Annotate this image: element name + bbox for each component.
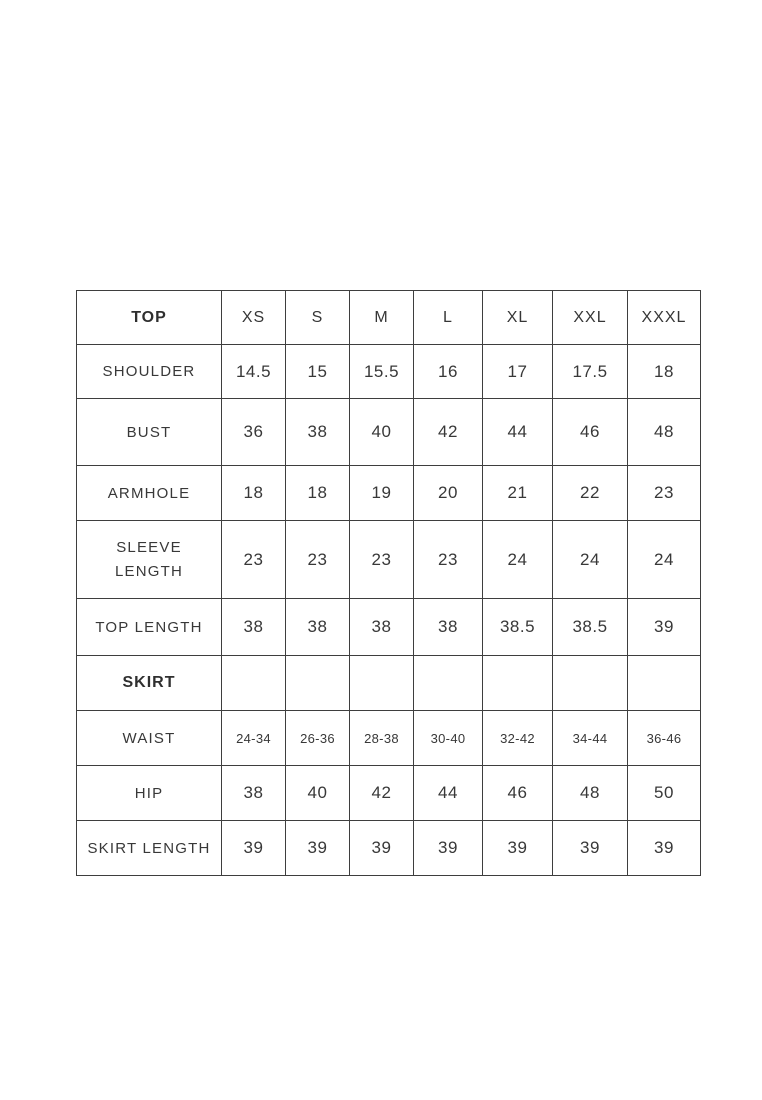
cell-shoulder-xl: 17	[483, 345, 553, 399]
cell-label-bust: BUST	[77, 399, 222, 466]
cell-skirt-xxxl	[628, 656, 701, 711]
cell-skirt-l	[414, 656, 483, 711]
cell-sleeve-length-s: 23	[286, 521, 350, 599]
cell-top-length-m: 38	[350, 599, 414, 656]
cell-shoulder-xxl: 17.5	[553, 345, 628, 399]
cell-top-length-s: 38	[286, 599, 350, 656]
cell-hip-xs: 38	[222, 766, 286, 821]
cell-skirt-length-xxl: 39	[553, 821, 628, 876]
cell-top-length-xxxl: 39	[628, 599, 701, 656]
cell-bust-xs: 36	[222, 399, 286, 466]
cell-label-skirt-length: SKIRT LENGTH	[77, 821, 222, 876]
row-bust	[77, 399, 701, 466]
cell-waist-xs: 24-34	[222, 711, 286, 766]
cell-skirt-length-xxxl: 39	[628, 821, 701, 876]
cell-skirt-xs	[222, 656, 286, 711]
cell-label-shoulder: SHOULDER	[77, 345, 222, 399]
cell-label-armhole: ARMHOLE	[77, 466, 222, 521]
cell-waist-xxxl: 36-46	[628, 711, 701, 766]
cell-skirt-length-xl: 39	[483, 821, 553, 876]
row-armhole	[77, 466, 701, 521]
cell-sleeve-length-xxxl: 24	[628, 521, 701, 599]
cell-shoulder-xs: 14.5	[222, 345, 286, 399]
cell-shoulder-l: 16	[414, 345, 483, 399]
cell-waist-m: 28-38	[350, 711, 414, 766]
cell-skirt-m	[350, 656, 414, 711]
cell-waist-xl: 32-42	[483, 711, 553, 766]
cell-armhole-s: 18	[286, 466, 350, 521]
cell-armhole-m: 19	[350, 466, 414, 521]
cell-bust-xl: 44	[483, 399, 553, 466]
header-size-xl: XL	[483, 291, 553, 345]
row-sleeve-length	[77, 521, 701, 599]
cell-hip-s: 40	[286, 766, 350, 821]
cell-waist-l: 30-40	[414, 711, 483, 766]
cell-skirt-length-l: 39	[414, 821, 483, 876]
row-hip	[77, 766, 701, 821]
header-size-m: M	[350, 291, 414, 345]
cell-waist-s: 26-36	[286, 711, 350, 766]
cell-label-skirt: SKIRT	[77, 656, 222, 711]
row-top-length	[77, 599, 701, 656]
cell-top-length-l: 38	[414, 599, 483, 656]
cell-armhole-xxxl: 23	[628, 466, 701, 521]
cell-shoulder-s: 15	[286, 345, 350, 399]
cell-skirt-xxl	[553, 656, 628, 711]
cell-hip-xxxl: 50	[628, 766, 701, 821]
cell-shoulder-m: 15.5	[350, 345, 414, 399]
cell-sleeve-length-xxl: 24	[553, 521, 628, 599]
cell-label-waist: WAIST	[77, 711, 222, 766]
cell-skirt-s	[286, 656, 350, 711]
header-size-l: L	[414, 291, 483, 345]
row-skirt-section	[77, 656, 701, 711]
cell-label-hip: HIP	[77, 766, 222, 821]
size-chart-container	[76, 290, 701, 876]
header-size-xxl: XXL	[553, 291, 628, 345]
cell-top-length-xs: 38	[222, 599, 286, 656]
header-size-xxxl: XXXL	[628, 291, 701, 345]
cell-bust-l: 42	[414, 399, 483, 466]
header-size-s: S	[286, 291, 350, 345]
row-skirt-length	[77, 821, 701, 876]
cell-bust-xxl: 46	[553, 399, 628, 466]
cell-sleeve-length-xl: 24	[483, 521, 553, 599]
cell-waist-xxl: 34-44	[553, 711, 628, 766]
cell-hip-xl: 46	[483, 766, 553, 821]
cell-bust-xxxl: 48	[628, 399, 701, 466]
cell-armhole-l: 20	[414, 466, 483, 521]
cell-bust-s: 38	[286, 399, 350, 466]
cell-armhole-xs: 18	[222, 466, 286, 521]
cell-skirt-length-m: 39	[350, 821, 414, 876]
cell-label-top-length: TOP LENGTH	[77, 599, 222, 656]
row-waist	[77, 711, 701, 766]
cell-hip-xxl: 48	[553, 766, 628, 821]
cell-hip-l: 44	[414, 766, 483, 821]
cell-top-length-xl: 38.5	[483, 599, 553, 656]
size-chart-table	[76, 290, 701, 876]
row-shoulder	[77, 345, 701, 399]
cell-label-sleeve-length	[77, 521, 222, 599]
header-size-xs: XS	[222, 291, 286, 345]
cell-top-length-xxl: 38.5	[553, 599, 628, 656]
header-top-label: TOP	[77, 291, 222, 345]
cell-skirt-length-s: 39	[286, 821, 350, 876]
cell-sleeve-length-l: 23	[414, 521, 483, 599]
cell-sleeve-length-xs: 23	[222, 521, 286, 599]
cell-hip-m: 42	[350, 766, 414, 821]
cell-armhole-xl: 21	[483, 466, 553, 521]
cell-skirt-xl	[483, 656, 553, 711]
cell-shoulder-xxxl: 18	[628, 345, 701, 399]
cell-bust-m: 40	[350, 399, 414, 466]
cell-armhole-xxl: 22	[553, 466, 628, 521]
sleeve-length-label-text: SLEEVE LENGTH	[114, 538, 184, 580]
cell-sleeve-length-m: 23	[350, 521, 414, 599]
header-row	[77, 291, 701, 345]
cell-skirt-length-xs: 39	[222, 821, 286, 876]
